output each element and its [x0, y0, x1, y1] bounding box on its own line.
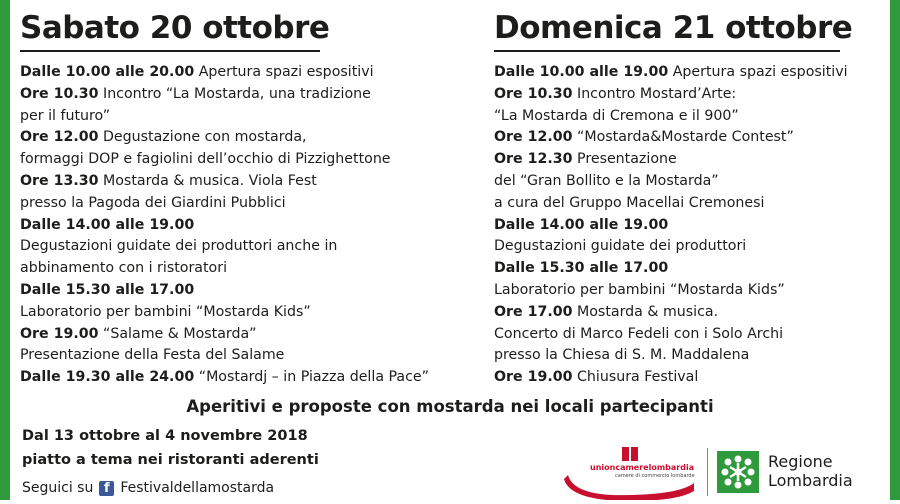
program-time: Dalle 15.30 alle 17.00 [494, 260, 669, 277]
program-time: Ore 12.00 [20, 129, 99, 146]
follow-label: Seguici su [22, 480, 94, 496]
saturday-program-line [20, 345, 475, 367]
saturday-program-line [20, 106, 475, 128]
program-text: a cura del Gruppo Macellai Cremonesi [494, 194, 765, 211]
restaurant-dish: piatto a tema nei ristoranti aderenti [22, 452, 319, 468]
sunday-program-line [494, 106, 889, 128]
program-time: Dalle 14.00 alle 19.00 [494, 216, 669, 233]
program-text: Chiusura Festival [572, 369, 699, 386]
sunday-program-line [494, 62, 889, 84]
rosa-camuna-icon [717, 451, 759, 493]
saturday-program-line [20, 367, 475, 389]
saturday-program-line [20, 236, 475, 258]
sunday-title-underline [494, 50, 840, 52]
left-green-border [0, 0, 10, 500]
program-text: abbinamento con i ristoratori [20, 260, 228, 277]
sunday-program [494, 62, 889, 389]
program-text: “La Mostarda di Cremona e il 900” [494, 107, 739, 124]
program-time: Ore 19.00 [494, 369, 573, 386]
sunday-program-line [494, 280, 889, 302]
program-text: “Mostardj – in Piazza della Pace” [194, 369, 430, 386]
program-text: Incontro “La Mostarda, una tradizione [98, 85, 371, 102]
right-green-border [890, 0, 900, 500]
saturday-program-line [20, 62, 475, 84]
program-text: Laboratorio per bambini “Mostarda Kids” [20, 303, 311, 320]
restaurant-dates: Dal 13 ottobre al 4 novembre 2018 [22, 428, 308, 444]
saturday-column [20, 0, 475, 389]
program-text: Concerto di Marco Fedeli con i Solo Archi [494, 325, 784, 342]
sunday-program-line [494, 215, 889, 237]
program-time: Ore 13.30 [20, 172, 99, 189]
saturday-program-line [20, 193, 475, 215]
program-text: Incontro Mostard’Arte: [572, 85, 737, 102]
unioncamere-subtitle: camere di commercio lombarde [615, 473, 695, 479]
regione-line1: Regione [768, 452, 833, 471]
program-text: per il futuro” [20, 107, 111, 124]
program-time: Dalle 14.00 alle 19.00 [20, 216, 195, 233]
sunday-program-line [494, 302, 889, 324]
program-text: Presentazione [572, 151, 677, 168]
sunday-program-line [494, 236, 889, 258]
regione-lombardia-wordmark [768, 452, 853, 490]
saturday-program-line [20, 280, 475, 302]
logo-divider [707, 448, 708, 496]
program-text: Laboratorio per bambini “Mostarda Kids” [494, 281, 785, 298]
saturday-program [20, 62, 475, 389]
sunday-column [494, 0, 889, 389]
saturday-title-underline [20, 50, 320, 52]
sunday-program-line [494, 367, 889, 389]
sunday-program-line [494, 84, 889, 106]
program-text: presso la Chiesa di S. M. Maddalena [494, 347, 750, 364]
program-time: Dalle 10.00 alle 20.00 [20, 64, 195, 80]
saturday-program-line [20, 258, 475, 280]
saturday-program-line [20, 302, 475, 324]
program-time: Ore 10.30 [494, 85, 573, 102]
regione-lombardia-mark [717, 451, 759, 493]
program-time: Ore 12.30 [494, 151, 573, 168]
program-time: Ore 19.00 [20, 325, 99, 342]
program-time: Ore 12.00 [494, 129, 573, 146]
program-text: “Mostarda&Mostarde Contest” [572, 129, 794, 146]
program-text: formaggi DOP e fagiolini dell’occhio di Pizzighettone [20, 151, 391, 168]
sunday-program-line [494, 345, 889, 367]
saturday-program-line [20, 215, 475, 237]
program-time: Dalle 19.30 alle 24.00 [20, 369, 195, 386]
program-text: presso la Pagoda dei Giardini Pubblici [20, 194, 286, 211]
saturday-program-line [20, 127, 475, 149]
program-text: Apertura spazi espositivi [668, 64, 848, 80]
regione-line2: Lombardia [768, 471, 853, 490]
unioncamere-logo [560, 445, 700, 500]
program-text: Degustazioni guidate dei produttori [494, 238, 747, 255]
program-text: Presentazione della Festa del Salame [20, 347, 285, 364]
sunday-program-line [494, 127, 889, 149]
program-time: Dalle 15.30 alle 17.00 [20, 281, 195, 298]
sunday-program-line [494, 258, 889, 280]
sunday-program-line [494, 193, 889, 215]
facebook-page-link[interactable]: Festivaldellamostarda [120, 480, 275, 496]
unioncamere-name: unioncamerelombardia [590, 463, 695, 472]
sunday-program-line [494, 171, 889, 193]
program-text: “Salame & Mostarda” [98, 325, 257, 342]
sunday-program-line [494, 149, 889, 171]
program-text: Degustazione con mostarda, [98, 129, 307, 146]
program-time: Dalle 10.00 alle 19.00 [494, 64, 669, 80]
program-time: Ore 10.30 [20, 85, 99, 102]
saturday-program-line [20, 171, 475, 193]
social-follow [22, 480, 274, 496]
saturday-program-line [20, 84, 475, 106]
program-text: Degustazioni guidate dei produttori anche in [20, 238, 338, 255]
program-text: Mostarda & musica. Viola Fest [98, 172, 317, 189]
program-text: Mostarda & musica. [572, 303, 719, 320]
saturday-title: Sabato 20 ottobre [20, 10, 330, 46]
program-time: Ore 17.00 [494, 303, 573, 320]
saturday-program-line [20, 324, 475, 346]
saturday-program-line [20, 149, 475, 171]
program-text: del “Gran Bollito e la Mostarda” [494, 172, 719, 189]
program-text: Apertura spazi espositivi [194, 64, 374, 80]
facebook-icon[interactable]: f [99, 481, 114, 496]
aperitivi-headline: Aperitivi e proposte con mostarda nei locali partecipanti [186, 397, 714, 416]
sunday-program-line [494, 324, 889, 346]
sunday-title: Domenica 21 ottobre [494, 10, 853, 46]
